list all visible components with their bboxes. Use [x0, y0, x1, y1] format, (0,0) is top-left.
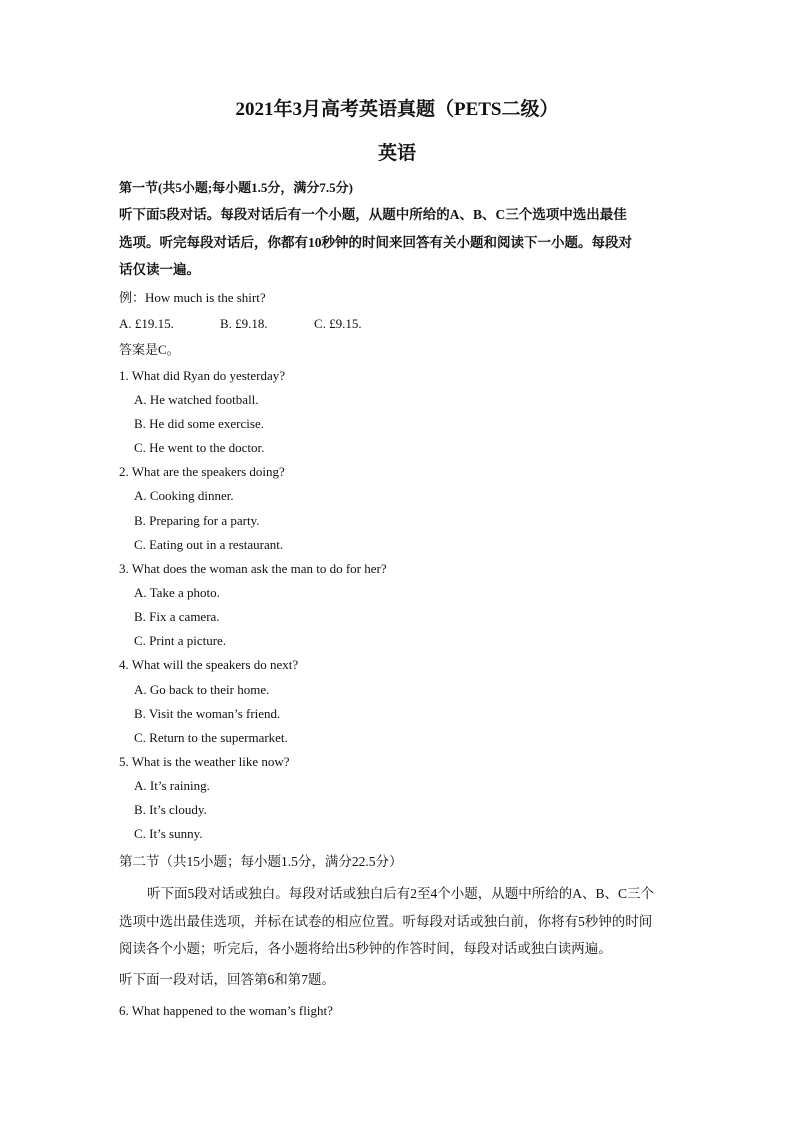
question-4-option-a: A. Go back to their home. [134, 682, 270, 697]
question-4: 4. What will the speakers do next? [119, 657, 299, 672]
question-3-option-c: C. Print a picture. [134, 633, 227, 648]
question-1-option-a: A. He watched football. [134, 392, 259, 407]
question-1: 1. What did Ryan do yesterday? [119, 368, 286, 383]
section1-instruction-line3: 话仅读一遍。 [119, 262, 200, 277]
section2-heading: 第二节（共15小题；每小题1.5分，满分22.5分） [119, 854, 403, 869]
question-2: 2. What are the speakers doing? [119, 464, 285, 479]
subject-title: 英语 [377, 143, 416, 164]
section2-sub-instruction: 听下面一段对话，回答第6和第7题。 [119, 972, 335, 987]
question-2-option-a: A. Cooking dinner. [134, 488, 234, 503]
example-option-c: C. £9.15. [314, 316, 362, 331]
example-answer: 答案是C。 [119, 342, 180, 357]
example-option-b: B. £9.18. [220, 316, 268, 331]
section1-instruction-line1: 听下面5段对话。每段对话后有一个小题，从题中所给的A、B、C三个选项中选出最佳 [119, 207, 627, 222]
section2-instruction-line1: 听下面5段对话或独白。每段对话或独白后有2至4个小题，从题中所给的A、B、C三个 [147, 886, 655, 901]
question-5: 5. What is the weather like now? [119, 754, 290, 769]
question-4-option-c: C. Return to the supermarket. [134, 730, 288, 745]
question-3: 3. What does the woman ask the man to do for her? [119, 561, 387, 576]
question-3-option-a: A. Take a photo. [134, 585, 220, 600]
example-option-a: A. £19.15. [119, 316, 174, 331]
section1-instruction-line2: 选项。听完每段对话后，你都有10秒钟的时间来回答有关小题和阅读下一小题。每段对 [119, 235, 632, 250]
example-options [119, 316, 362, 332]
question-5-option-c: C. It’s sunny. [134, 826, 203, 841]
page-title: 2021年3月高考英语真题（PETS二级） [235, 99, 559, 120]
question-2-option-c: C. Eating out in a restaurant. [134, 537, 284, 552]
section2-instruction-line2: 选项中选出最佳选项，并标在试卷的相应位置。听每段对话或独白前，你将有5秒钟的时间 [119, 914, 653, 929]
section1-heading: 第一节(共5小题;每小题1.5分，满分7.5分) [119, 180, 353, 195]
question-5-option-b: B. It’s cloudy. [134, 802, 207, 817]
question-1-option-c: C. He went to the doctor. [134, 440, 265, 455]
section2-instruction-line3: 阅读各个小题；听完后，各小题将给出5秒钟的作答时间，每段对话或独白读两遍。 [119, 941, 612, 956]
question-5-option-a: A. It’s raining. [134, 778, 210, 793]
example-question: 例：How much is the shirt? [119, 290, 266, 305]
question-6: 6. What happened to the woman’s flight? [119, 1003, 333, 1018]
question-4-option-b: B. Visit the woman’s friend. [134, 706, 281, 721]
question-3-option-b: B. Fix a camera. [134, 609, 220, 624]
question-2-option-b: B. Preparing for a party. [134, 513, 260, 528]
question-1-option-b: B. He did some exercise. [134, 416, 264, 431]
